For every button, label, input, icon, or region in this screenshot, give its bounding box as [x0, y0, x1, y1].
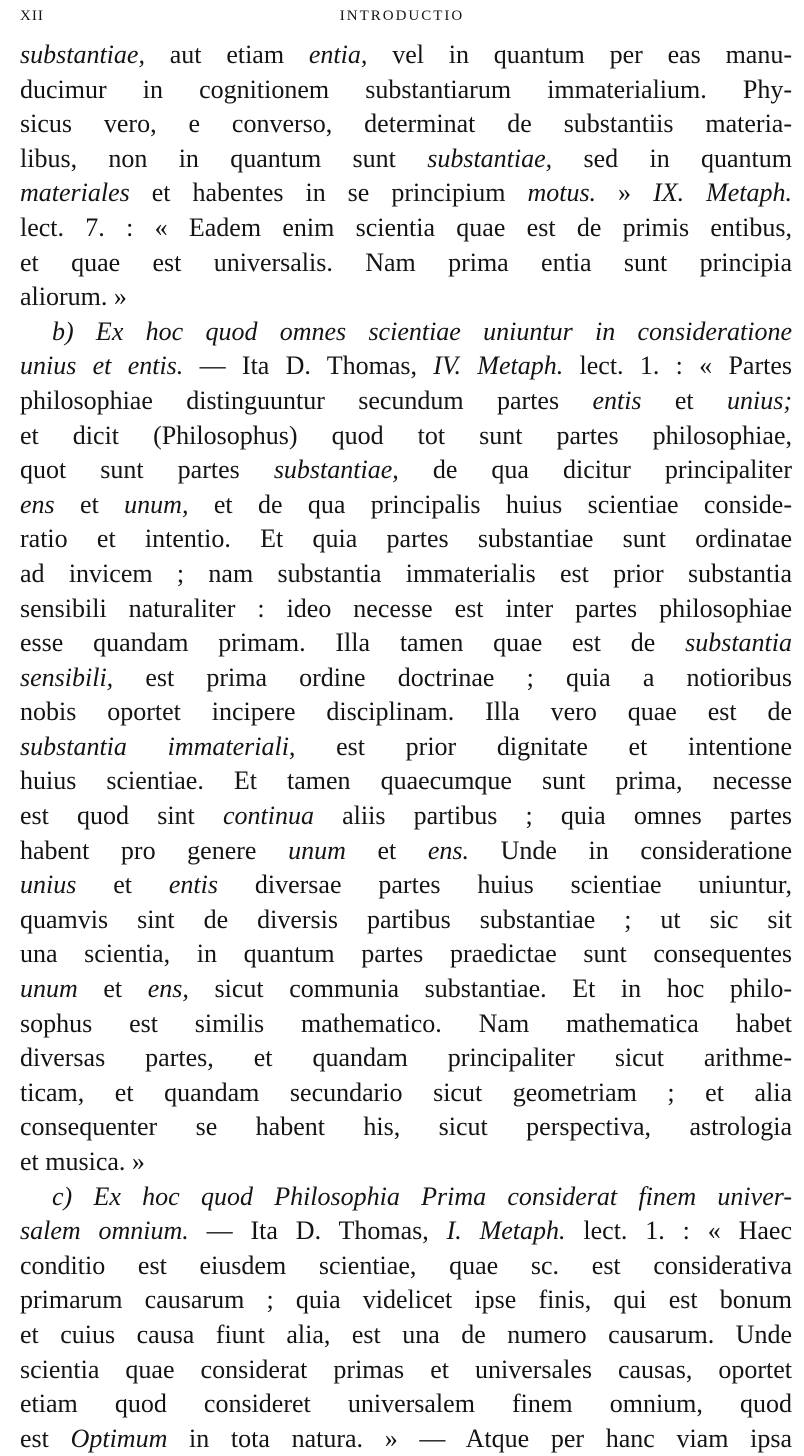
- body-text: [20, 38, 792, 1456]
- text-line: [20, 315, 792, 350]
- text-segment: — Ita D. Thomas,: [183, 351, 434, 381]
- text-segment: et: [76, 870, 169, 900]
- text-segment: ticam, et quandam secundario sicut geometriam ; et alia: [20, 1077, 792, 1107]
- text-line: [20, 1387, 792, 1422]
- text-line: [20, 1076, 792, 1111]
- text-line: [20, 730, 792, 765]
- text-segment: lect. 1. : « Haec: [565, 1216, 792, 1246]
- text-line: [20, 38, 792, 73]
- text-line: [20, 453, 792, 488]
- text-line: [20, 1110, 792, 1145]
- text-segment: est: [20, 1423, 71, 1453]
- text-line: [20, 1041, 792, 1076]
- text-segment: consequenter se habent his, sicut perspectiva, astrologia: [20, 1112, 792, 1142]
- text-line: [20, 246, 792, 281]
- italic-text: unum: [288, 835, 346, 865]
- text-line: [20, 972, 792, 1007]
- text-segment: ad invicem ; nam substantia immaterialis est prior substantia: [20, 558, 792, 588]
- text-segment: aliorum. »: [20, 282, 127, 312]
- text-segment: et dicit (Philosophus) quod tot sunt partes philosophiae,: [20, 420, 792, 450]
- italic-text: unum: [20, 974, 78, 1004]
- italic-text: entis: [168, 870, 218, 900]
- text-segment: quamvis sint de diversis partibus substantiae ; ut sic sit: [20, 904, 792, 934]
- text-segment: est quod sint: [20, 801, 223, 831]
- text-line: [20, 1283, 792, 1318]
- text-segment: est prima ordine doctrinae ; quia a notioribus: [113, 662, 792, 692]
- italic-text: Optimum: [70, 1423, 168, 1453]
- italic-text: continua: [222, 801, 314, 831]
- italic-text: sensibili,: [20, 662, 114, 692]
- text-segment: — Ita D. Thomas,: [188, 1216, 447, 1246]
- italic-text: substantia: [685, 628, 792, 658]
- text-line: [20, 1214, 792, 1249]
- italic-text: substantiae,: [273, 455, 399, 485]
- text-segment: sensibili naturaliter : ideo necesse est inter partes philosophiae: [20, 593, 792, 623]
- text-line: [20, 384, 792, 419]
- italic-text: ens,: [147, 974, 189, 1004]
- text-segment: habent pro genere: [20, 835, 289, 865]
- text-segment: et de qua principalis huius scientiae conside-: [188, 489, 792, 519]
- text-segment: sicut communia substantiae. Et in hoc philo-: [188, 974, 792, 1004]
- text-line: [20, 799, 792, 834]
- text-line: [20, 522, 792, 557]
- italic-text: salem omnium.: [20, 1216, 189, 1246]
- text-line: [20, 73, 792, 108]
- text-segment: et: [641, 385, 728, 415]
- running-head: [20, 8, 784, 28]
- text-line: [20, 142, 792, 177]
- text-line: [20, 488, 792, 523]
- text-segment: aut etiam: [144, 40, 309, 69]
- text-segment: et: [77, 974, 148, 1004]
- text-segment: scientia quae considerat primas et universales causas, oportet: [20, 1354, 792, 1384]
- italic-text: entia,: [308, 40, 368, 69]
- italic-text: materiales: [20, 178, 130, 208]
- italic-text: unius;: [727, 385, 793, 415]
- text-segment: Unde in consideratione: [469, 835, 792, 865]
- text-segment: sicus vero, e converso, determinat de substantiis materia-: [20, 109, 792, 139]
- text-segment: aliis partibus ; quia omnes partes: [313, 801, 792, 831]
- text-segment: de qua dicitur principaliter: [398, 455, 792, 485]
- text-line: [20, 903, 792, 938]
- text-line: [20, 280, 792, 315]
- text-line: [20, 834, 792, 869]
- text-segment: primarum causarum ; quia videlicet ipse finis, qui est bonum: [20, 1285, 792, 1315]
- italic-text: motus.: [527, 178, 597, 208]
- text-line: [20, 1180, 792, 1215]
- text-segment: est prior dignitate et intentione: [295, 731, 792, 761]
- text-segment: et habentes in se principium: [129, 178, 528, 208]
- text-segment: diversas partes, et quandam principaliter sicut arithme-: [20, 1043, 792, 1073]
- italic-text: substantia immateriali,: [20, 731, 296, 761]
- text-line: [20, 1249, 792, 1284]
- text-segment: in tota natura. » — Atque per hanc viam ipsa: [167, 1423, 792, 1453]
- text-line: [20, 1007, 792, 1042]
- text-line: [20, 592, 792, 627]
- italic-text: IV. Metaph.: [433, 351, 564, 381]
- text-segment: una scientia, in quantum partes praedictae sunt consequentes: [20, 939, 792, 969]
- italic-text: unius et entis.: [20, 351, 184, 381]
- text-line: [20, 868, 792, 903]
- running-title: INTRODUCTIO: [339, 8, 465, 24]
- text-line: [20, 419, 792, 454]
- text-segment: et: [54, 489, 125, 519]
- italic-text: I. Metaph.: [446, 1216, 566, 1246]
- text-line: [20, 211, 792, 246]
- text-segment: diversae partes huius scientiae uniuntur,: [218, 870, 792, 900]
- italic-text: unum,: [124, 489, 189, 519]
- italic-text: c) Ex hoc quod Philosophia Prima considerat finem univer-: [52, 1181, 792, 1211]
- text-segment: et: [345, 835, 428, 865]
- italic-text: IX. Metaph.: [653, 178, 793, 208]
- text-line: [20, 626, 792, 661]
- text-segment: huius scientiae. Et tamen quaecumque sunt prima, necesse: [20, 766, 792, 796]
- italic-text: b) Ex hoc quod omnes scientiae uniuntur in consideratione: [52, 316, 792, 346]
- text-segment: vel in quantum per eas manu-: [367, 40, 793, 69]
- text-segment: quot sunt partes: [20, 455, 274, 485]
- text-segment: sophus est similis mathematico. Nam mathematica habet: [20, 1008, 792, 1038]
- text-segment: ratio et intentio. Et quia partes substantiae sunt ordinatae: [20, 524, 792, 554]
- text-segment: lect. 7. : « Eadem enim scientia quae est de primis entibus,: [20, 212, 792, 242]
- italic-text: ens: [20, 489, 55, 519]
- italic-text: substantiae,: [20, 40, 145, 69]
- text-line: [20, 1353, 792, 1388]
- text-segment: ducimur in cognitionem substantiarum immaterialium. Phy-: [20, 74, 792, 104]
- text-segment: esse quandam primam. Illa tamen quae est de: [20, 628, 686, 658]
- text-segment: conditio est eiusdem scientiae, quae sc. est considerativa: [20, 1250, 792, 1280]
- italic-text: ens.: [427, 835, 470, 865]
- text-line: [20, 1318, 792, 1353]
- text-segment: et quae est universalis. Nam prima entia sunt principia: [20, 247, 792, 277]
- text-line: [20, 349, 792, 384]
- page-number: XII: [20, 8, 44, 24]
- text-line: [20, 557, 792, 592]
- text-line: [20, 1422, 792, 1456]
- text-segment: et musica. »: [20, 1147, 145, 1176]
- text-line: [20, 176, 792, 211]
- text-segment: etiam quod consideret universalem finem omnium, quod: [20, 1389, 792, 1419]
- text-segment: lect. 1. : « Partes: [563, 351, 792, 381]
- text-segment: nobis oportet incipere disciplinam. Illa vero quae est de: [20, 697, 792, 727]
- text-segment: libus, non in quantum sunt: [20, 143, 428, 173]
- italic-text: entis: [592, 385, 642, 415]
- text-line: [20, 695, 792, 730]
- text-segment: et cuius causa fiunt alia, est una de numero causarum. Unde: [20, 1319, 792, 1349]
- text-segment: sed in quantum: [552, 143, 792, 173]
- text-segment: »: [596, 178, 654, 208]
- text-line: [20, 1145, 792, 1180]
- italic-text: substantiae,: [427, 143, 553, 173]
- italic-text: unius: [20, 870, 77, 900]
- text-line: [20, 661, 792, 696]
- text-segment: philosophiae distinguuntur secundum partes: [20, 385, 593, 415]
- text-line: [20, 107, 792, 142]
- text-line: [20, 764, 792, 799]
- text-line: [20, 937, 792, 972]
